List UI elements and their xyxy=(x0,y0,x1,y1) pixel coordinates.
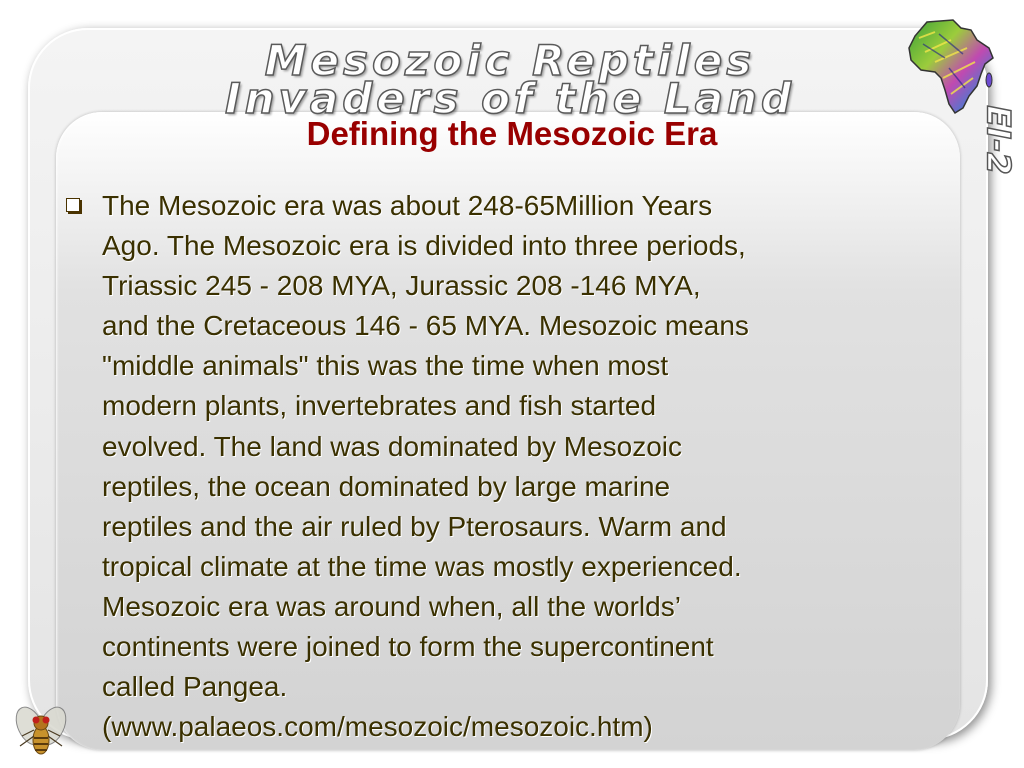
body-line: Ago. The Mesozoic era is divided into three periods, xyxy=(102,230,746,262)
header-title-line-2: Invaders of the Land xyxy=(224,74,796,123)
slide-code-text: EI-2 xyxy=(980,105,1018,175)
body-line: "middle animals" this was the time when most xyxy=(102,350,669,382)
body-line: The Mesozoic era was about 248-65Million Years xyxy=(102,190,713,221)
body-line: called Pangea. xyxy=(102,671,288,703)
body-line: tropical climate at the time was mostly experienced. xyxy=(102,550,742,582)
body-line: continents were joined to form the supercontinent xyxy=(102,631,714,663)
body-line: Mesozoic era was around when, all the worlds’ xyxy=(102,590,681,622)
body-paragraph xyxy=(102,186,964,747)
hollow-square-bullet-icon xyxy=(66,198,80,212)
body-line: modern plants, invertebrates and fish started xyxy=(102,390,657,422)
body-line: reptiles and the air ruled by Pterosaurs. Warm and xyxy=(102,510,727,542)
fruit-fly-icon xyxy=(14,700,68,764)
slide-title: Defining the Mesozoic Era xyxy=(306,115,718,152)
body-line: reptiles, the ocean dominated by large marine xyxy=(102,470,671,502)
header-title-line-1: Mesozoic Reptiles xyxy=(264,36,756,85)
body-line: and the Cretaceous 146 - 65 MYA. Mesozoic means xyxy=(102,310,749,342)
body-line: Triassic 245 - 208 MYA, Jurassic 208 -146 MYA, xyxy=(102,270,701,302)
body-line: (www.palaeos.com/mesozoic/mesozoic.htm) xyxy=(102,711,653,743)
body-line: evolved. The land was dominated by Mesozoic xyxy=(102,430,683,462)
africa-map-icon xyxy=(905,18,997,116)
